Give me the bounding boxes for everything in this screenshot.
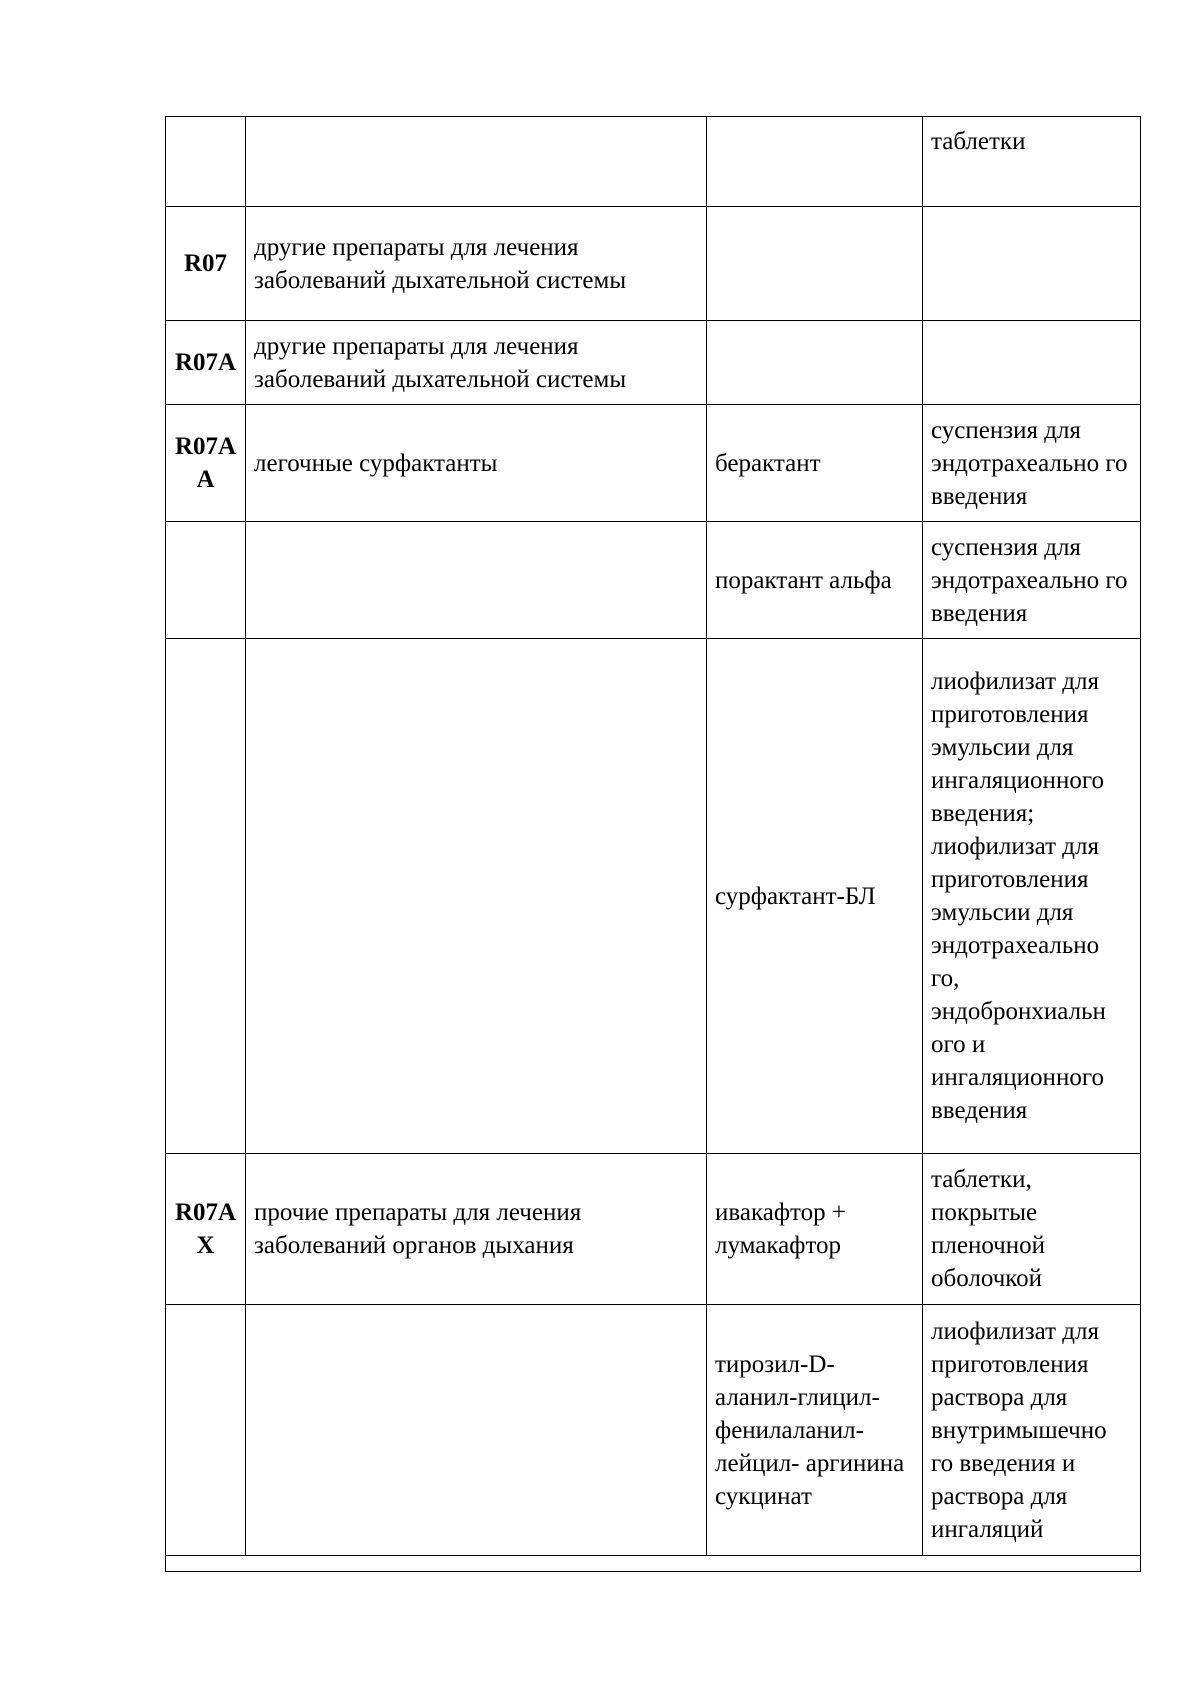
group-name-cell <box>246 117 707 207</box>
dosage-form-cell: лиофилизат для приготовления раствора для внутримышечно го введения и раствора для ингаляций <box>923 1305 1141 1556</box>
atc-code-cell <box>166 639 246 1154</box>
atc-code-cell <box>166 522 246 639</box>
drug-name-cell: сурфактант-БЛ <box>707 639 923 1154</box>
dosage-form-cell: таблетки, покрытые пленочной оболочкой <box>923 1154 1141 1305</box>
group-name-cell <box>246 1305 707 1556</box>
atc-code-cell: R07AX <box>166 1154 246 1305</box>
drug-name-cell: тирозил-D- аланил-глицил- фенилаланил- лейцил- аргинина сукцинат <box>707 1305 923 1556</box>
dosage-form-cell: таблетки <box>923 117 1141 207</box>
table-row <box>166 321 1141 405</box>
dosage-form-cell <box>923 207 1141 321</box>
table-row <box>166 1305 1141 1556</box>
atc-code-cell <box>166 117 246 207</box>
drug-name-cell <box>707 207 923 321</box>
table-footer-spacer <box>166 1556 1141 1572</box>
group-name-cell: легочные сурфактанты <box>246 405 707 522</box>
table-row <box>166 117 1141 207</box>
drug-name-cell: берактант <box>707 405 923 522</box>
group-name-cell <box>246 639 707 1154</box>
table-row <box>166 522 1141 639</box>
group-name-cell: прочие препараты для лечения заболеваний органов дыхания <box>246 1154 707 1305</box>
drug-name-cell: ивакафтор + лумакафтор <box>707 1154 923 1305</box>
table-footer-row <box>166 1556 1141 1572</box>
table-row <box>166 207 1141 321</box>
drug-name-cell <box>707 117 923 207</box>
atc-code-cell: R07A <box>166 321 246 405</box>
group-name-cell: другие препараты для лечения заболеваний дыхательной системы <box>246 321 707 405</box>
drug-name-cell <box>707 321 923 405</box>
table-row <box>166 1154 1141 1305</box>
dosage-form-cell: суспензия для эндотрахеально го введения <box>923 522 1141 639</box>
dosage-form-cell: суспензия для эндотрахеально го введения <box>923 405 1141 522</box>
drug-classification-table <box>165 116 1141 1572</box>
atc-code-cell: R07 <box>166 207 246 321</box>
drug-name-cell: порактант альфа <box>707 522 923 639</box>
atc-code-cell <box>166 1305 246 1556</box>
table-row <box>166 405 1141 522</box>
group-name-cell <box>246 522 707 639</box>
table-row <box>166 639 1141 1154</box>
group-name-cell: другие препараты для лечения заболеваний дыхательной системы <box>246 207 707 321</box>
atc-code-cell: R07AA <box>166 405 246 522</box>
dosage-form-cell <box>923 321 1141 405</box>
dosage-form-cell: лиофилизат для приготовления эмульсии для ингаляционного введения; лиофилизат для приготовления эмульсии для эндотрахеально го, эндобронхиальн ого и ингаляционного введения <box>923 639 1141 1154</box>
